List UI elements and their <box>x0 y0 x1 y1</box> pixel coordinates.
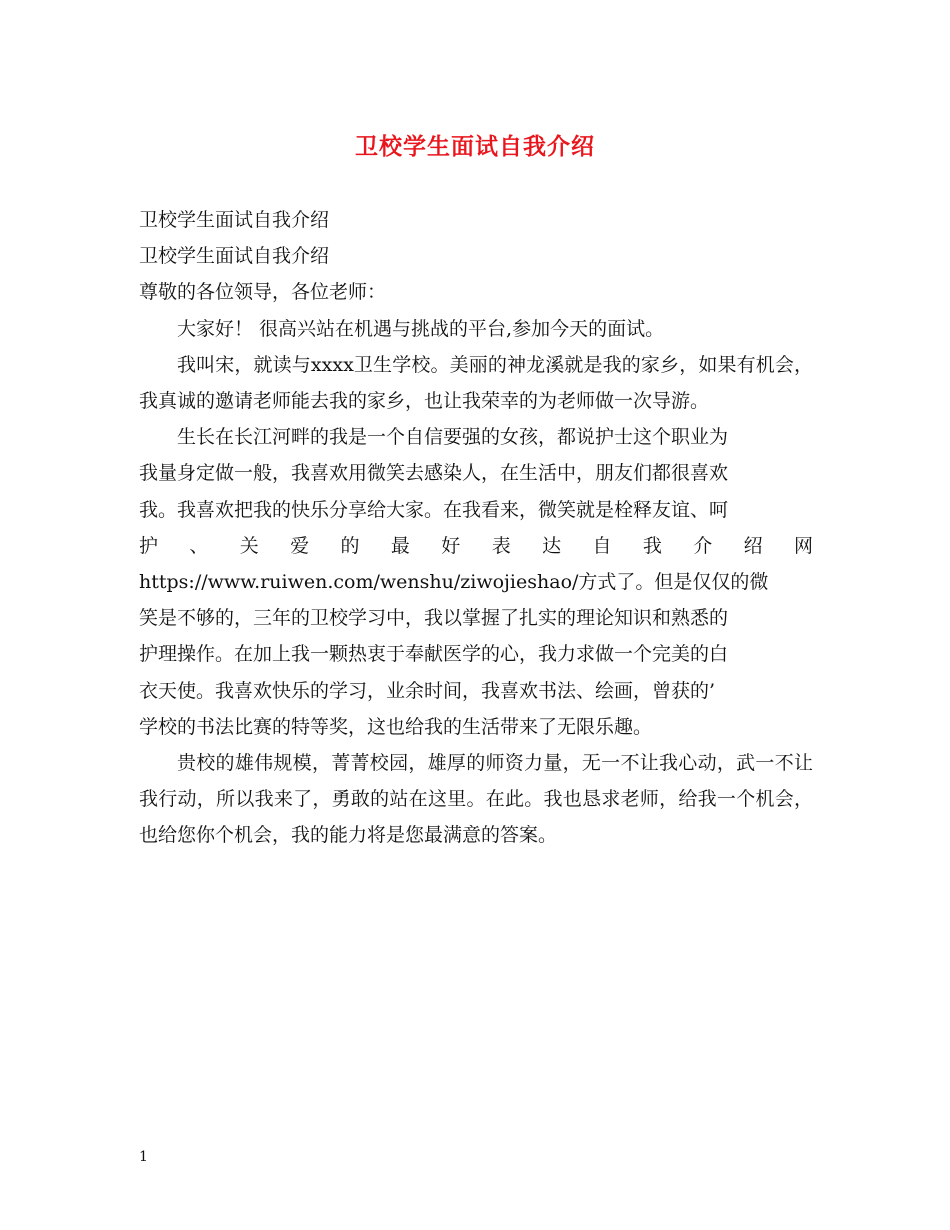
paragraph-line: 护理操作。在加上我一颗热衷于奉献医学的心，我力求做一个完美的白 <box>139 643 729 666</box>
salutation-line: 尊敬的各位领导，各位老师： <box>139 281 387 304</box>
page-number: 1 <box>139 1149 148 1165</box>
heading-line-1: 卫校学生面试自我介绍 <box>139 209 330 231</box>
paragraph-conclusion: 贵校的雄伟规模，菁菁校园，雄厚的师资力量，无一不让我心动，武一不让我行动，所以我来了，勇敢的站在这里。在此。我也恳求老师，给我一个机会，也给您你个机会，我的能力将是您最满意的答案。 <box>139 752 813 847</box>
document-title: 卫校学生面试自我介绍 <box>355 133 595 160</box>
paragraph-line-spread: 护 、 关 爱 的 最 好 表 达 自 我 介 绍 网 <box>139 534 813 557</box>
paragraph-line: 学校的书法比赛的特等奖，这也给我的生活带来了无限乐趣。 <box>139 715 653 738</box>
paragraph-greeting: 大家好！ 很高兴站在机遇与挑战的平台,参加今天的面试。 <box>177 317 665 340</box>
paragraph-personality <box>139 419 813 745</box>
paragraph-line: 我量身定做一般，我喜欢用微笑去感染人，在生活中，朋友们都很喜欢 <box>139 462 729 485</box>
paragraph-line: 生长在长江河畔的我是一个自信要强的女孩，都说护士这个职业为 <box>177 426 729 449</box>
heading-line-2: 卫校学生面试自我介绍 <box>139 245 330 268</box>
paragraph-line: 衣天使。我喜欢快乐的学习，业余时间，我喜欢书法、绘画，曾获的’ <box>139 679 716 702</box>
paragraph-line: 我。我喜欢把我的快乐分享给大家。在我看来，微笑就是栓释友谊、呵 <box>139 498 729 521</box>
paragraph-line: 笑是不够的，三年的卫校学习中，我以掌握了扎实的理论知识和熟悉的 <box>139 607 729 630</box>
paragraph-line-url: https://www.ruiwen.com/wenshu/ziwojieshao/方式了。但是仅仅的微 <box>139 571 769 594</box>
paragraph-introduction: 我叫宋，就读与xxxx卫生学校。美丽的神龙溪就是我的家乡，如果有机会，我真诚的邀请老师能去我的家乡，也让我荣幸的为老师做一次导游。 <box>139 353 813 413</box>
document-body <box>139 202 813 854</box>
